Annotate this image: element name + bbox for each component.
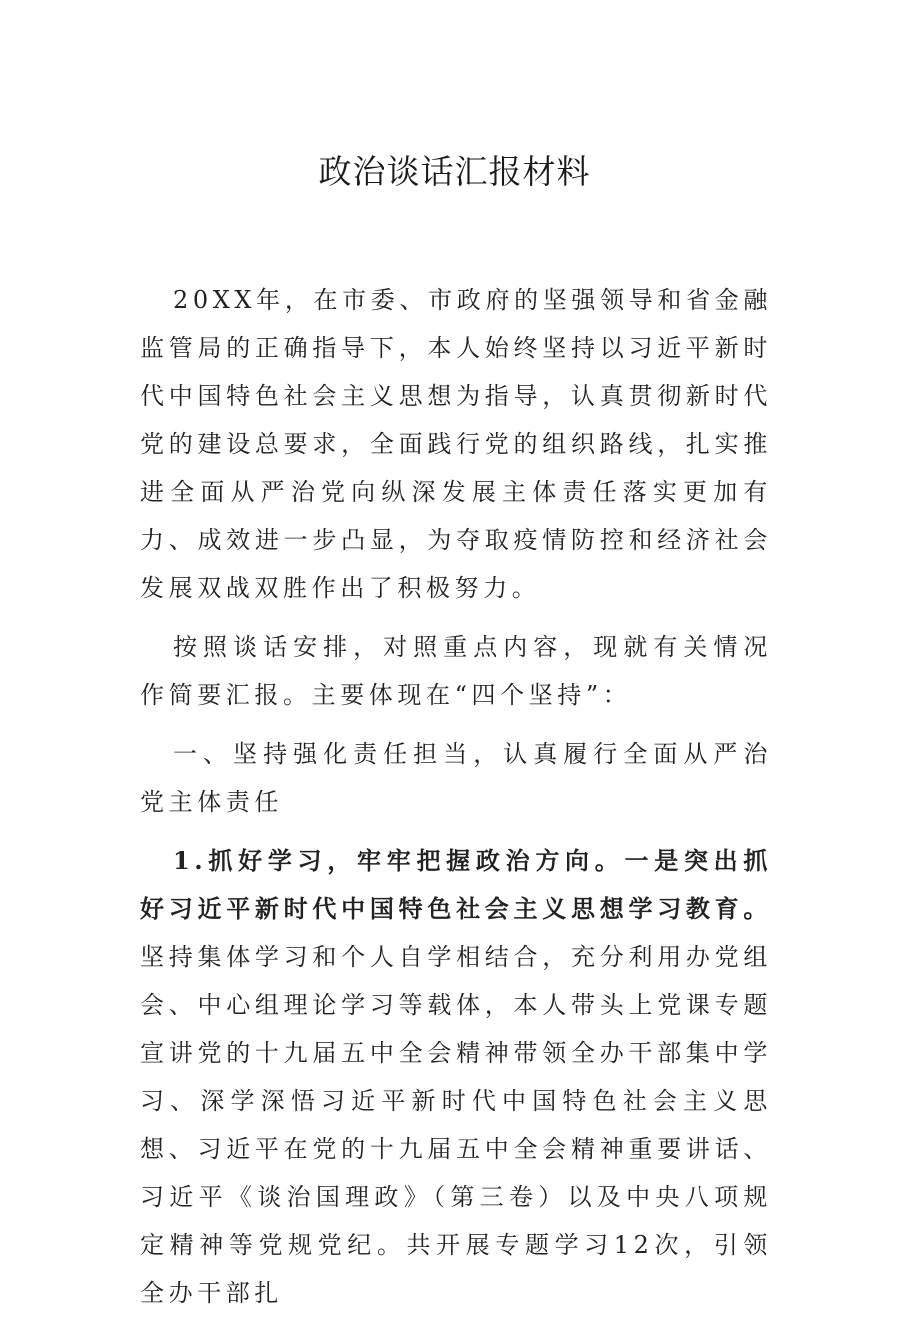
section-heading-1: 一、坚持强化责任担当，认真履行全面从严治党主体责任 xyxy=(140,740,772,816)
document-title: 政治谈话汇报材料 xyxy=(318,152,591,191)
paragraph-study-lead: 1.抓好学习，牢牢把握政治方向。一是突出抓好习近平新时代中国特色社会主义思想学习教育。 xyxy=(140,846,772,923)
paragraph-intro: 20XX年，在市委、市政府的坚强领导和省金融监管局的正确指导下，本人始终坚持以习近平新时代中国特色社会主义思想为指导，认真贯彻新时代党的建设总要求，全面践行党的组织路线，扎实推进全面从严治党向纵深发展主体责任落实更加有力、成效进一步凸显，为夺取疫情防控和经济社会发展双战双胜作出了积极努力。 xyxy=(140,286,772,602)
document-body xyxy=(140,276,772,1317)
paragraph-study-text: 坚持集体学习和个人自学相结合，充分利用办党组会、中心组理论学习等载体，本人带头上党课专题宣讲党的十九届五中全会精神带领全办干部集中学习、深学深悟习近平新时代中国特色社会主义思想、习近平在党的十九届五中全会精神重要讲话、习近平《谈治国理政》（第三卷）以及中央八项规定精神等党规党纪。共开展专题学习12次，引领全办干部扎 xyxy=(140,943,772,1307)
paragraph-arrangement: 按照谈话安排，对照重点内容，现就有关情况作简要汇报。主要体现在“四个坚持”： xyxy=(140,633,772,709)
paragraph-study xyxy=(140,837,772,1317)
